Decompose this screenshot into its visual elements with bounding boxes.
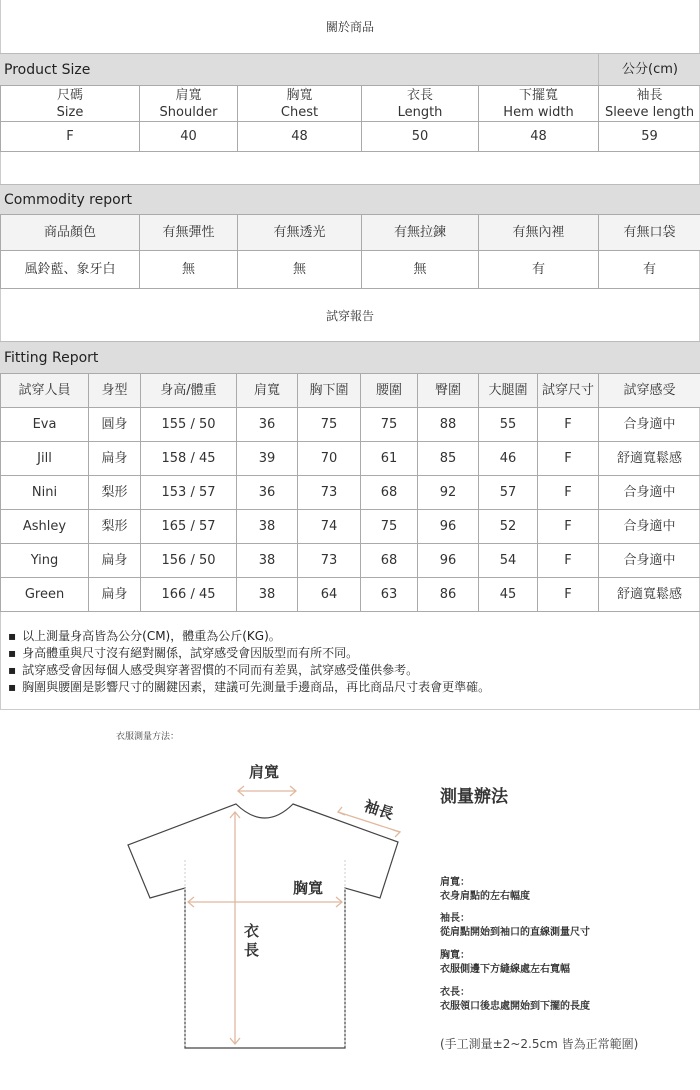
about-title: 關於商品 xyxy=(325,20,374,34)
legend-name: 胸寬： xyxy=(440,950,470,961)
cell: Jill xyxy=(1,442,89,476)
legend-name: 袖長： xyxy=(440,913,470,924)
cell: 75 xyxy=(361,510,418,544)
cell: 156 / 50 xyxy=(141,544,237,578)
cell: 92 xyxy=(418,476,479,510)
size-value: 50 xyxy=(362,122,479,152)
cell: 36 xyxy=(237,408,298,442)
cell: 68 xyxy=(361,476,418,510)
cell: 86 xyxy=(418,578,479,612)
cell: 38 xyxy=(237,578,298,612)
cell: 52 xyxy=(479,510,538,544)
fitting-header: 試穿感受 xyxy=(599,374,700,408)
cell: Nini xyxy=(1,476,89,510)
cell: 梨形 xyxy=(89,510,141,544)
cell: 165 / 57 xyxy=(141,510,237,544)
fitting-header: 胸下圍 xyxy=(298,374,361,408)
cell: 153 / 57 xyxy=(141,476,237,510)
fitting-header: 大腿圍 xyxy=(479,374,538,408)
legend-desc: 從肩點開始到袖口的直線測量尺寸 xyxy=(440,927,590,938)
cell: F xyxy=(538,408,599,442)
cell: 158 / 45 xyxy=(141,442,237,476)
fitting-header: 肩寬 xyxy=(237,374,298,408)
cell: 74 xyxy=(298,510,361,544)
cell: 36 xyxy=(237,476,298,510)
cell: 57 xyxy=(479,476,538,510)
cell: 64 xyxy=(298,578,361,612)
commodity-value: 有 xyxy=(479,251,599,289)
cell: 70 xyxy=(298,442,361,476)
cell: 96 xyxy=(418,544,479,578)
cell: 88 xyxy=(418,408,479,442)
cell: 38 xyxy=(237,510,298,544)
cell: Green xyxy=(1,578,89,612)
commodity-header: 有無拉鍊 xyxy=(362,215,479,251)
note-item: ▪ 以上測量身高皆為公分(CM)，體重為公斤(KG)。 xyxy=(8,627,281,644)
cell: 舒適寬鬆感 xyxy=(599,578,700,612)
product-size-label: Product Size xyxy=(4,61,91,78)
commodity-value: 無 xyxy=(140,251,238,289)
legend-name: 肩寬： xyxy=(440,877,470,888)
cell: F xyxy=(538,510,599,544)
cell: 梨形 xyxy=(89,476,141,510)
tolerance-note: (手工測量±2~2.5cm 皆為正常範圍) xyxy=(440,1037,639,1051)
commodity-header: 有無透光 xyxy=(238,215,362,251)
size-header-cell: 下擺寬 Hem width xyxy=(479,86,599,122)
cell: 圓身 xyxy=(89,408,141,442)
legend-desc: 衣服領口後忠處開始到下擺的長度 xyxy=(440,1001,590,1012)
cell: F xyxy=(538,442,599,476)
cell: F xyxy=(538,476,599,510)
label-sleeve: 袖長 xyxy=(361,796,396,824)
cell: 38 xyxy=(237,544,298,578)
note-item: ▪ 身高體重與尺寸沒有絕對關係，試穿感受會因版型而有所不同。 xyxy=(8,644,358,661)
size-value: 48 xyxy=(238,122,362,152)
fitting-header: 腰圍 xyxy=(361,374,418,408)
cell: 68 xyxy=(361,544,418,578)
cell: 85 xyxy=(418,442,479,476)
cell: Eva xyxy=(1,408,89,442)
note-item: ▪ 胸圍與腰圍是影響尺寸的關鍵因素，建議可先測量手邊商品，再比商品尺寸表會更準確。 xyxy=(8,678,490,695)
cell: F xyxy=(538,578,599,612)
cell: 合身適中 xyxy=(599,476,700,510)
commodity-header: 有無口袋 xyxy=(599,215,700,251)
size-header-cell: 胸寬 Chest xyxy=(238,86,362,122)
commodity-value: 無 xyxy=(238,251,362,289)
label-length-1: 衣 xyxy=(244,922,260,940)
cell: 39 xyxy=(237,442,298,476)
legend-desc: 衣身肩點的左右幅度 xyxy=(440,891,530,902)
note-item: ▪ 試穿感受會因每個人感受與穿著習慣的不同而有差異，試穿感受僅供參考。 xyxy=(8,661,418,678)
legend-item xyxy=(440,912,590,940)
diagram-caption: 衣服測量方法： xyxy=(116,732,180,742)
commodity-label: Commodity report xyxy=(4,191,132,208)
fitting-title: 試穿報告 xyxy=(325,309,374,323)
size-value: 59 xyxy=(599,122,700,152)
cell: 扁身 xyxy=(89,544,141,578)
cell: 扁身 xyxy=(89,578,141,612)
commodity-header: 有無內裡 xyxy=(479,215,599,251)
unit-label: 公分(cm) xyxy=(598,54,700,85)
fitting-header: 試穿尺寸 xyxy=(538,374,599,408)
fitting-header: 身高/體重 xyxy=(141,374,237,408)
legend-item xyxy=(440,949,570,977)
shirt-outline xyxy=(128,804,398,1048)
commodity-value: 有 xyxy=(599,251,700,289)
cell: 61 xyxy=(361,442,418,476)
commodity-value: 風鈴藍、象牙白 xyxy=(1,251,140,289)
size-header-cell: 肩寬 Shoulder xyxy=(140,86,238,122)
fitting-header: 身型 xyxy=(89,374,141,408)
legend-item xyxy=(440,986,590,1014)
size-header-cell: 衣長 Length xyxy=(362,86,479,122)
cell: 55 xyxy=(479,408,538,442)
cell: 75 xyxy=(361,408,418,442)
fitting-label: Fitting Report xyxy=(4,349,99,366)
commodity-value: 無 xyxy=(362,251,479,289)
label-shoulder: 肩寬 xyxy=(249,763,280,781)
cell: 合身適中 xyxy=(599,408,700,442)
commodity-header: 有無彈性 xyxy=(140,215,238,251)
legend-item xyxy=(440,876,530,904)
cell: 舒適寬鬆感 xyxy=(599,442,700,476)
commodity-header: 商品顏色 xyxy=(1,215,140,251)
cell: 75 xyxy=(298,408,361,442)
size-header-cell: 尺碼 Size xyxy=(1,86,140,122)
cell: F xyxy=(538,544,599,578)
cell: 46 xyxy=(479,442,538,476)
shoulder-arrow xyxy=(238,786,296,796)
size-header-cell: 袖長 Sleeve length xyxy=(599,86,700,122)
legend-name: 衣長： xyxy=(440,987,470,998)
method-title: 測量辦法 xyxy=(440,787,508,807)
cell: 73 xyxy=(298,476,361,510)
cell: 155 / 50 xyxy=(141,408,237,442)
size-value: 40 xyxy=(140,122,238,152)
fitting-header: 臀圍 xyxy=(418,374,479,408)
size-value: 48 xyxy=(479,122,599,152)
label-chest: 胸寬 xyxy=(293,879,324,897)
cell: 166 / 45 xyxy=(141,578,237,612)
fitting-header: 試穿人員 xyxy=(1,374,89,408)
cell: 96 xyxy=(418,510,479,544)
cell: 73 xyxy=(298,544,361,578)
label-length-2: 長 xyxy=(244,941,260,959)
size-value: F xyxy=(1,122,140,152)
cell: 63 xyxy=(361,578,418,612)
cell: 54 xyxy=(479,544,538,578)
cell: 扁身 xyxy=(89,442,141,476)
cell: 合身適中 xyxy=(599,544,700,578)
legend-desc: 衣服側邊下方縫線處左右寬幅 xyxy=(440,964,570,975)
cell: 合身適中 xyxy=(599,510,700,544)
cell: Ashley xyxy=(1,510,89,544)
cell: Ying xyxy=(1,544,89,578)
cell: 45 xyxy=(479,578,538,612)
